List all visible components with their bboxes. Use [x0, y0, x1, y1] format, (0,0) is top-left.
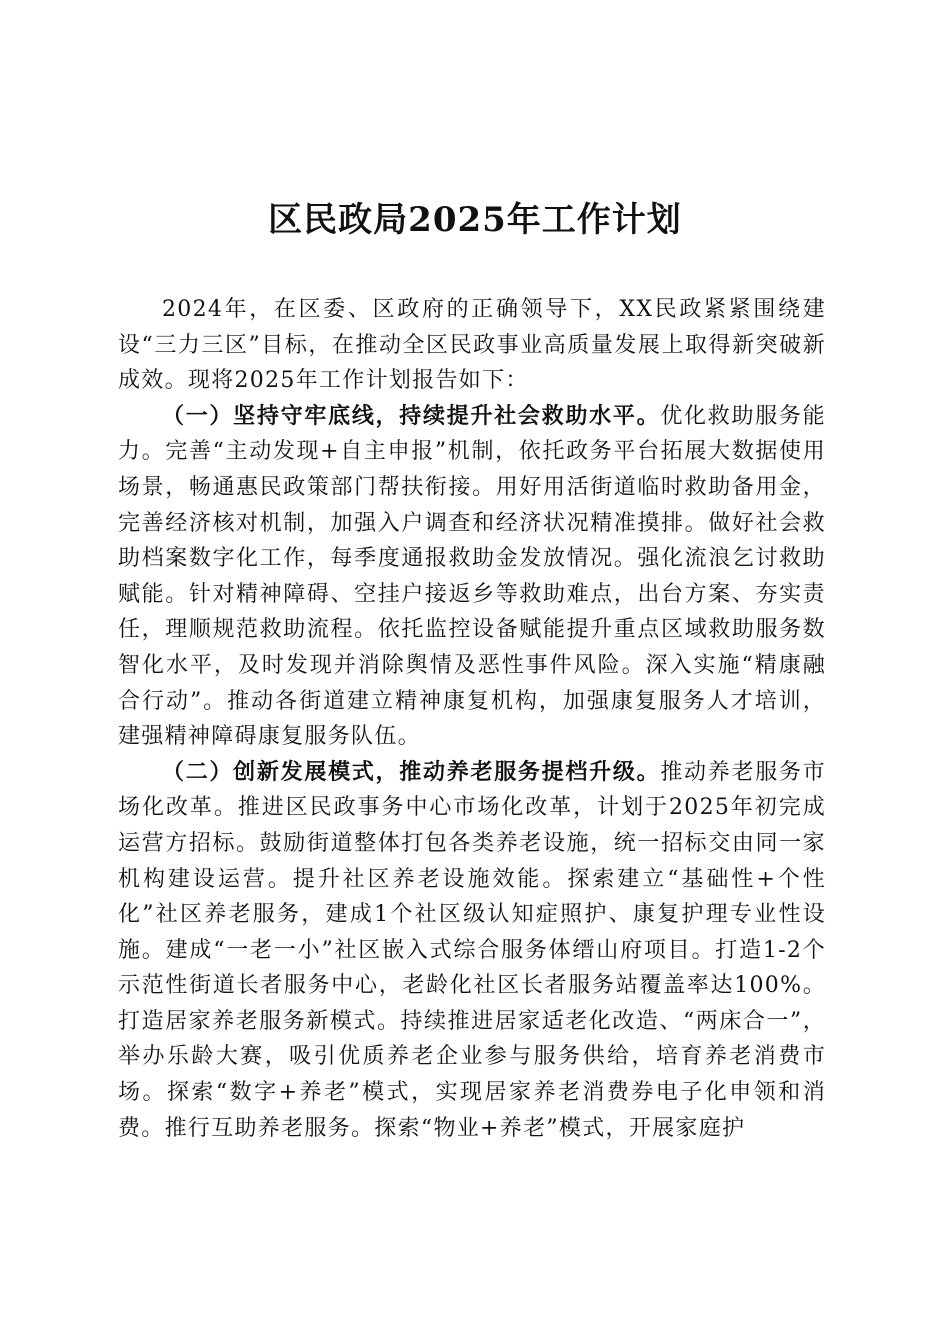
- section-paragraph-2: [118, 755, 826, 1147]
- section-paragraph-1: [118, 399, 826, 755]
- section-heading-2: （二）创新发展模式，推动养老服务提档升级。: [162, 758, 661, 785]
- document-body: [118, 292, 826, 1146]
- section-body-1: 优化救助服务能力。完善“主动发现+自主申报”机制，依托政务平台拓展大数据使用场景，畅通惠民政策部门帮扶衔接。用好用活街道临时救助备用金，完善经济核对机制，加强入户调查和经济状况精准摸排。做好社会救助档案数字化工作，每季度通报救助金发放情况。强化流浪乞讨救助赋能。针对精神障碍、空挂户接返乡等救助难点，出台方案、夯实责任，理顺规范救助流程。依托监控设备赋能提升重点区域救助服务数智化水平，及时发现并消除舆情及恶性事件风险。深入实施“精康融合行动”。推动各街道建立精神康复机构，加强康复服务人才培训，建强精神障碍康复服务队伍。: [118, 403, 826, 750]
- document-title: 区民政局2025年工作计划: [268, 200, 682, 240]
- intro-paragraph: 2024年，在区委、区政府的正确领导下，XX民政紧紧围绕建设“三力三区”目标，在推动全区民政事业高质量发展上取得新突破新成效。现将2025年工作计划报告如下：: [118, 297, 826, 394]
- section-heading-1: （一）坚持守牢底线，持续提升社会救助水平。: [162, 402, 661, 429]
- section-body-2: 推动养老服务市场化改革。推进区民政事务中心市场化改革，计划于2025年初完成运营方招标。鼓励街道整体打包各类养老设施，统一招标交由同一家机构建设运营。提升社区养老设施效能。探索建立“基础性+个性化”社区养老服务，建成1个社区级认知症照护、康复护理专业性设施。建成“一老一小”社区嵌入式综合服务体缙山府项目。打造1-2个示范性街道长者服务中心，老龄化社区长者服务站覆盖率达100%。打造居家养老服务新模式。持续推进居家适老化改造、“两床合一”，举办乐龄大赛，吸引优质养老企业参与服务供给，培育养老消费市场。探索“数字+养老”模式，实现居家养老消费券电子化申领和消费。推行互助养老服务。探索“物业+养老”模式，开展家庭护: [118, 759, 826, 1141]
